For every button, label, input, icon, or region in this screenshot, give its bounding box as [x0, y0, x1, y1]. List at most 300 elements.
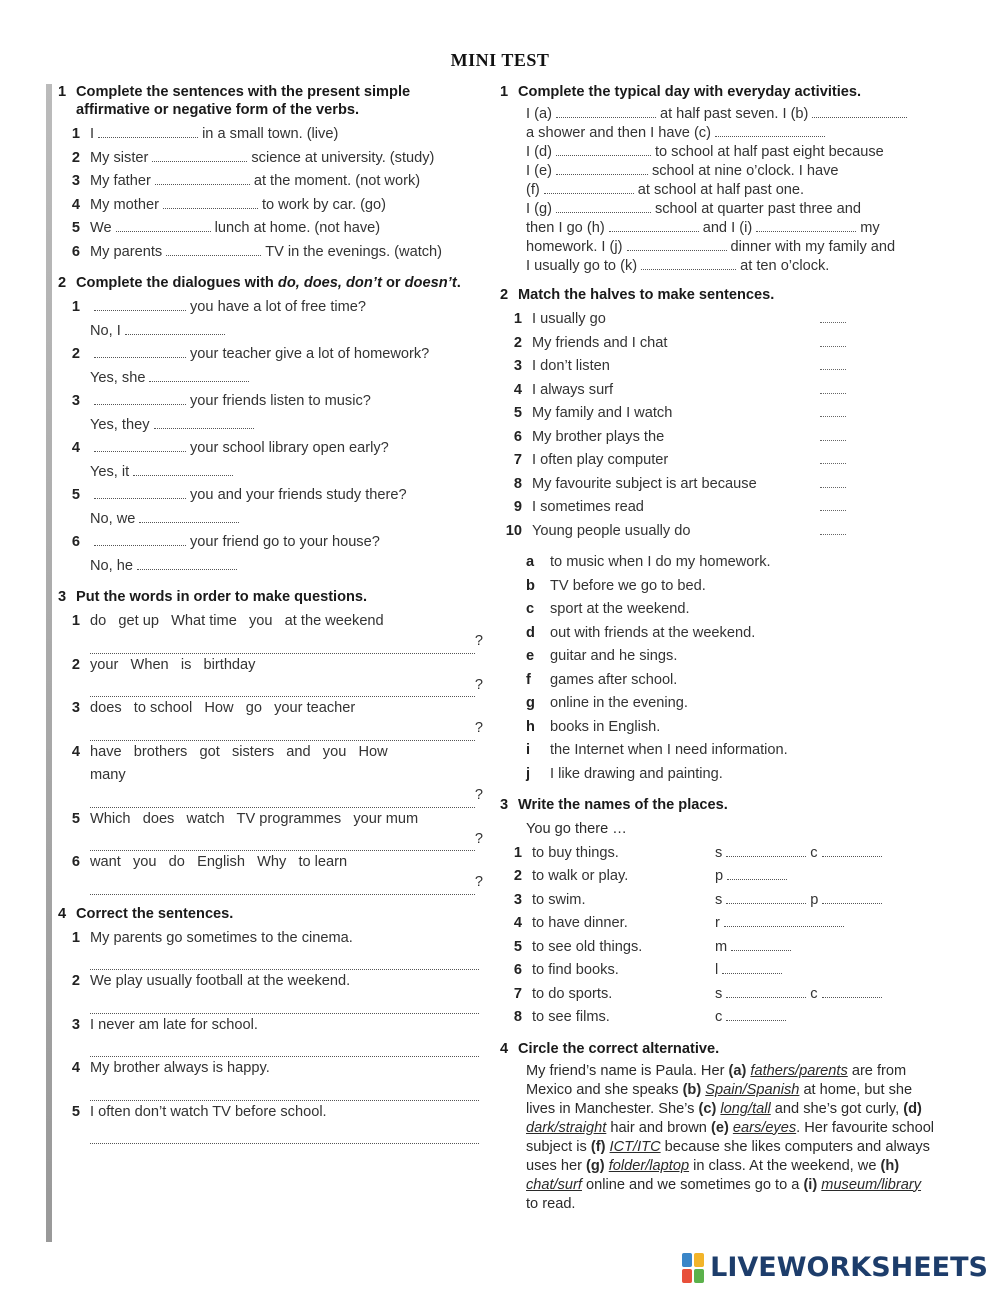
item-text: lunch at home. (not have) — [214, 220, 381, 236]
answer-blank[interactable] — [641, 257, 736, 270]
match-start — [500, 332, 846, 356]
answer-blank[interactable] — [133, 463, 233, 476]
item-number: 6 — [71, 854, 80, 870]
option-pair[interactable]: fathers/parents — [750, 1062, 848, 1079]
first-letter: r — [715, 915, 720, 931]
item-number: 2 — [513, 334, 522, 351]
answer-blank[interactable] — [155, 172, 250, 185]
item-letter: a — [526, 554, 535, 570]
exercise-item — [58, 147, 483, 171]
line-text: I usually go to (k) — [526, 258, 638, 274]
item-text: your friend go to your house? — [190, 534, 380, 550]
paragraph-line — [526, 219, 940, 238]
item-text: I usually go — [532, 311, 606, 327]
right-column — [500, 83, 940, 1214]
match-blank[interactable] — [820, 336, 846, 347]
column-divider — [46, 84, 52, 1242]
item-number: 5 — [513, 405, 522, 421]
item-text: does to school How go your teacher — [90, 700, 356, 716]
answer-blank[interactable] — [756, 219, 856, 232]
item-number: 4 — [513, 915, 522, 931]
item-number: 5 — [71, 810, 80, 827]
match-start — [500, 355, 846, 379]
dialogue-answer — [90, 508, 483, 532]
answer-line — [90, 788, 483, 808]
item-number: 6 — [71, 534, 80, 550]
option-pair[interactable]: ears/eyes — [732, 1119, 797, 1136]
match-blank[interactable] — [820, 312, 846, 323]
match-end — [500, 575, 940, 599]
answer-blank[interactable] — [556, 162, 648, 175]
answer-blank[interactable] — [812, 105, 907, 118]
scrambled-words — [58, 741, 483, 765]
answer-blank[interactable] — [726, 844, 806, 857]
item-text: My brother plays the — [532, 428, 665, 445]
item-number: 5 — [71, 1103, 80, 1120]
match-end — [500, 551, 940, 575]
item-text: to see films. — [532, 1009, 610, 1025]
section-heading: 3 Write the names of the places. — [500, 797, 728, 813]
paragraph-line — [526, 238, 940, 257]
item-number: 1 — [513, 311, 522, 327]
item-text: My friends and I chat — [532, 334, 668, 351]
answer-blank[interactable] — [125, 322, 225, 335]
dialogue-answer — [90, 414, 483, 438]
section-heading: 2 Match the halves to make sentences. — [500, 287, 775, 303]
answer-line — [90, 721, 483, 741]
item-text: I like drawing and painting. — [550, 765, 723, 782]
item-text: No, he — [90, 557, 133, 574]
place-item — [500, 865, 940, 889]
item-text: your When is birthday — [90, 656, 256, 673]
item-text: We — [90, 220, 112, 236]
exercise-item — [58, 170, 483, 194]
item-letter: f — [526, 671, 531, 688]
answer-blank[interactable] — [822, 891, 882, 904]
match-blank[interactable] — [820, 477, 846, 488]
line-text: I (d) — [526, 144, 552, 160]
item-text: I always surf — [532, 381, 614, 398]
answer-blank[interactable] — [90, 1044, 479, 1057]
paragraph-line — [526, 143, 940, 162]
match-blank[interactable] — [820, 359, 846, 370]
answer-blank[interactable] — [90, 1001, 479, 1014]
section-heading: 4 Correct the sentences. — [58, 905, 234, 922]
answer-line — [90, 1081, 479, 1101]
match-blank[interactable] — [820, 383, 846, 394]
item-text: online in the evening. — [550, 695, 688, 711]
exercise-item — [58, 123, 483, 147]
item-number: 4 — [513, 381, 522, 398]
line-text: to school at half past eight because — [654, 144, 884, 160]
place-answer — [715, 912, 848, 936]
item-text: do get up What time you at the weekend — [90, 613, 384, 629]
scrambled-words — [58, 851, 483, 875]
item-text: I don’t listen — [532, 358, 610, 374]
line-text: school at nine o’clock. I have — [651, 163, 839, 179]
item-text: Which does watch TV programmes your mum — [90, 810, 419, 827]
option-pair[interactable]: long/tall — [720, 1100, 771, 1117]
match-end — [500, 716, 940, 740]
section-heading: 4 Circle the correct alternative. — [500, 1040, 720, 1057]
item-letter: h — [526, 718, 535, 735]
section-heading: 2 Complete the dialogues with do, does, don’t or doesn’t. — [58, 275, 461, 291]
item-number: 4 — [71, 1060, 80, 1076]
match-end — [500, 692, 940, 716]
item-text: My mother — [90, 196, 159, 213]
answer-line — [90, 831, 483, 851]
item-text: your school library open early? — [190, 440, 389, 456]
item-text: My father — [90, 173, 151, 189]
dialogue-question — [58, 343, 483, 367]
item-text: Yes, she — [90, 369, 146, 386]
incorrect-sentence — [58, 1101, 483, 1125]
answer-blank[interactable] — [94, 533, 186, 546]
logo-square-icon — [682, 1269, 692, 1283]
item-text: My brother always is happy. — [90, 1060, 270, 1076]
item-text: the Internet when I need information. — [550, 742, 788, 758]
paragraph-line — [526, 124, 940, 143]
item-number: 3 — [71, 700, 80, 716]
item-number: 5 — [71, 487, 80, 503]
item-text: I often play computer — [532, 452, 669, 468]
item-number: 2 — [71, 346, 80, 362]
answer-blank[interactable] — [90, 641, 475, 654]
answer-blank[interactable] — [90, 882, 475, 895]
dialogue-question — [58, 531, 483, 555]
answer-line — [90, 1124, 479, 1144]
item-text: Young people usually do — [532, 522, 691, 539]
answer-blank[interactable] — [726, 1008, 786, 1021]
item-number: 9 — [513, 499, 522, 515]
item-text: No, we — [90, 510, 136, 527]
item-letter: i — [526, 742, 531, 758]
question-mark: ? — [474, 633, 483, 649]
item-number: 7 — [513, 985, 522, 1002]
answer-blank[interactable] — [154, 416, 254, 429]
item-number: 6 — [71, 243, 80, 260]
item-text: We play usually football at the weekend. — [90, 973, 351, 989]
item-number: 1 — [71, 299, 80, 315]
item-letter: g — [526, 695, 535, 711]
item-text: sport at the weekend. — [550, 601, 690, 617]
first-letter: l — [715, 962, 719, 978]
item-text: to have dinner. — [532, 915, 628, 931]
section-heading: 3 Put the words in order to make questions. — [58, 589, 368, 605]
item-text: I — [90, 126, 95, 142]
answer-blank[interactable] — [556, 143, 651, 156]
answer-blank[interactable] — [90, 838, 475, 851]
item-text: No, I — [90, 322, 121, 339]
item-text: your teacher give a lot of homework? — [190, 346, 430, 362]
line-text: school at quarter past three and — [654, 201, 862, 217]
answer-line — [90, 677, 483, 697]
first-letter: c — [810, 985, 818, 1002]
match-start — [500, 473, 846, 497]
paragraph-line — [526, 257, 940, 276]
places-intro: You go there … — [526, 821, 627, 837]
answer-blank[interactable] — [822, 985, 882, 998]
dialogue-answer — [90, 367, 483, 391]
item-text: Yes, it — [90, 463, 130, 480]
answer-blank[interactable] — [556, 105, 656, 118]
item-letter: d — [526, 624, 535, 641]
item-text: to work by car. (go) — [261, 196, 387, 213]
item-text: at the moment. (not work) — [253, 173, 421, 189]
incorrect-sentence — [58, 1057, 483, 1081]
line-text: homework. I (j) — [526, 239, 623, 255]
answer-blank[interactable] — [90, 957, 479, 970]
section-heading: 1 Complete the typical day with everyday activities. — [500, 84, 862, 100]
item-number: 6 — [513, 962, 522, 978]
scrambled-words — [90, 764, 483, 788]
match-blank[interactable] — [820, 453, 846, 464]
paragraph-line — [526, 200, 940, 219]
item-text: to buy things. — [532, 844, 619, 861]
match-end — [500, 763, 940, 787]
item-text: TV in the evenings. (watch) — [265, 243, 443, 260]
answer-line — [90, 994, 479, 1014]
item-text: want you do English Why to learn — [90, 854, 348, 870]
incorrect-sentence — [58, 1014, 483, 1038]
logo-square-icon — [694, 1253, 704, 1267]
item-letter: e — [526, 648, 535, 664]
match-start — [500, 520, 846, 544]
option-pair[interactable]: Spain/Spanish — [705, 1081, 800, 1098]
circle-paragraph: My friend’s name is Paula. Her (a) fathers/parents are from Mexico and she speaks (b) Spain/Spanish at home, but she lives in Manchester. She’s (c) long/tall and she’s got curly, (d) dark/straight hair and brown (e) ears/eyes. Her favourite school subject is (f) ICT/ITC because she likes computers and always uses her (g) folder/laptop in class. At the weekend, we (h) chat/surf online and we sometimes go to a (i) museum/library to read. — [526, 1062, 935, 1212]
match-start — [500, 379, 846, 403]
item-number: 2 — [513, 868, 522, 884]
answer-blank[interactable] — [727, 867, 787, 880]
item-text: My parents go sometimes to the cinema. — [90, 929, 353, 946]
answer-blank[interactable] — [166, 243, 261, 256]
answer-blank[interactable] — [139, 510, 239, 523]
match-end — [500, 645, 940, 669]
item-text: books in English. — [550, 718, 661, 735]
answer-blank[interactable] — [726, 985, 806, 998]
first-letter: s — [715, 891, 723, 908]
item-number: 3 — [513, 891, 522, 908]
item-text: guitar and he sings. — [550, 648, 678, 664]
dialogue-answer — [90, 555, 483, 579]
answer-line — [90, 950, 479, 970]
answer-blank[interactable] — [726, 891, 806, 904]
item-number: 5 — [513, 938, 522, 955]
place-item — [500, 983, 940, 1007]
first-letter: s — [715, 844, 723, 861]
answer-blank[interactable] — [94, 486, 186, 499]
line-text: and I (i) — [702, 220, 753, 236]
question-mark: ? — [474, 874, 483, 890]
place-item — [500, 936, 940, 960]
answer-blank[interactable] — [90, 795, 475, 808]
item-number: 10 — [505, 522, 522, 539]
line-text: I (g) — [526, 201, 552, 217]
match-blank[interactable] — [820, 430, 846, 441]
item-number: 1 — [71, 929, 80, 946]
place-answer — [715, 959, 786, 983]
place-item — [500, 959, 940, 983]
question-mark: ? — [474, 830, 483, 847]
item-text: your friends listen to music? — [190, 393, 371, 409]
match-end — [500, 739, 940, 763]
item-number: 2 — [71, 973, 80, 989]
answer-blank[interactable] — [149, 369, 249, 382]
answer-blank[interactable] — [94, 439, 186, 452]
match-end — [500, 622, 940, 646]
item-number: 6 — [513, 428, 522, 445]
item-text: I often don’t watch TV before school. — [90, 1103, 327, 1120]
line-text: then I go (h) — [526, 220, 605, 236]
scrambled-words — [58, 697, 483, 721]
item-text: to walk or play. — [532, 868, 629, 884]
paragraph-line — [526, 162, 940, 181]
option-pair[interactable]: dark/straight — [526, 1119, 607, 1136]
match-blank[interactable] — [820, 500, 846, 511]
match-start — [500, 402, 846, 426]
answer-blank[interactable] — [731, 938, 791, 951]
answer-blank[interactable] — [94, 298, 186, 311]
paragraph-line — [526, 181, 940, 200]
place-answer — [715, 936, 795, 960]
match-blank[interactable] — [820, 524, 846, 535]
answer-blank[interactable] — [822, 844, 882, 857]
item-text: I sometimes read — [532, 499, 644, 515]
option-pair[interactable]: folder/laptop — [608, 1157, 690, 1174]
answer-blank[interactable] — [544, 181, 634, 194]
answer-blank[interactable] — [94, 392, 186, 405]
item-number: 8 — [513, 1009, 522, 1025]
first-letter: c — [810, 844, 818, 861]
answer-blank[interactable] — [90, 684, 475, 697]
first-letter: c — [715, 1009, 723, 1025]
paragraph-line — [526, 105, 940, 124]
question-mark: ? — [474, 787, 483, 803]
match-blank[interactable] — [820, 406, 846, 417]
item-number: 2 — [71, 656, 80, 673]
dialogue-answer — [90, 461, 483, 485]
first-letter: m — [715, 938, 728, 955]
exercise-item — [58, 217, 483, 241]
answer-blank[interactable] — [722, 961, 782, 974]
item-number: 8 — [513, 475, 522, 492]
dialogue-question — [58, 296, 483, 320]
dialogue-question — [58, 390, 483, 414]
page-title: MINI TEST — [450, 50, 550, 70]
answer-blank[interactable] — [90, 1131, 479, 1144]
item-number: 4 — [71, 440, 80, 456]
item-number: 4 — [71, 196, 80, 213]
scrambled-words — [58, 808, 483, 832]
dialogue-answer — [90, 320, 483, 344]
item-text: My parents — [90, 243, 163, 260]
item-number: 1 — [513, 844, 522, 861]
answer-blank[interactable] — [627, 238, 727, 251]
question-mark: ? — [474, 720, 483, 736]
answer-blank[interactable] — [94, 345, 186, 358]
place-answer — [715, 842, 886, 866]
item-text: have brothers got sisters and you How — [90, 743, 388, 760]
item-text: to do sports. — [532, 985, 613, 1002]
answer-line — [90, 875, 483, 895]
option-pair[interactable]: ICT/ITC — [609, 1138, 661, 1155]
left-column — [58, 83, 483, 1144]
answer-blank[interactable] — [90, 728, 475, 741]
answer-blank[interactable] — [556, 200, 651, 213]
answer-line — [90, 634, 483, 654]
answer-line — [90, 1037, 479, 1057]
exercise-item — [58, 241, 483, 265]
item-text: games after school. — [550, 671, 678, 688]
item-text: you have a lot of free time? — [190, 299, 367, 315]
item-number: 1 — [71, 126, 80, 142]
incorrect-sentence — [58, 970, 483, 994]
dialogue-question — [58, 437, 483, 461]
item-text: science at university. (study) — [251, 149, 435, 166]
answer-blank[interactable] — [137, 557, 237, 570]
logo-square-icon — [694, 1269, 704, 1283]
line-text: dinner with my family and — [730, 239, 896, 255]
item-text: to see old things. — [532, 938, 643, 955]
scrambled-words — [58, 654, 483, 678]
answer-blank[interactable] — [98, 125, 198, 138]
item-number: 3 — [71, 173, 80, 189]
item-number: 1 — [71, 613, 80, 629]
item-text: in a small town. (live) — [202, 126, 339, 142]
line-text: at school at half past one. — [637, 182, 805, 198]
answer-blank[interactable] — [116, 219, 211, 232]
place-item — [500, 1006, 940, 1030]
item-letter: j — [526, 765, 531, 782]
place-answer — [715, 889, 886, 913]
line-text: my — [860, 220, 880, 236]
line-text: at half past seven. I (b) — [659, 106, 809, 122]
item-number: 3 — [71, 1016, 80, 1033]
answer-blank[interactable] — [609, 219, 699, 232]
match-start — [500, 308, 846, 332]
answer-blank[interactable] — [152, 149, 247, 162]
logo-text: LIVEWORKSHEETS — [710, 1252, 988, 1283]
match-start — [500, 449, 846, 473]
question-mark: ? — [474, 676, 483, 693]
liveworksheets-logo — [682, 1252, 988, 1283]
item-text: I never am late for school. — [90, 1016, 258, 1033]
item-number: 5 — [71, 220, 80, 236]
item-text: TV before we go to bed. — [550, 577, 706, 594]
answer-blank[interactable] — [90, 1088, 479, 1101]
place-item — [500, 889, 940, 913]
place-answer — [715, 865, 791, 889]
item-number: 7 — [513, 452, 522, 468]
item-number: 2 — [71, 149, 80, 166]
answer-blank[interactable] — [724, 914, 844, 927]
option-pair[interactable]: chat/surf — [526, 1176, 582, 1193]
place-item — [500, 842, 940, 866]
scrambled-words — [58, 610, 483, 634]
item-text: many — [90, 767, 126, 783]
item-text: Yes, they — [90, 416, 150, 433]
line-text: I (e) — [526, 163, 552, 179]
line-text: a shower and then I have (c) — [526, 125, 711, 141]
item-number: 3 — [513, 358, 522, 374]
first-letter: s — [715, 985, 723, 1002]
item-text: to music when I do my homework. — [550, 554, 771, 570]
first-letter: p — [810, 891, 819, 908]
line-text: at ten o’clock. — [740, 258, 830, 274]
answer-blank[interactable] — [163, 196, 258, 209]
option-pair[interactable]: museum/library — [821, 1176, 922, 1193]
answer-blank[interactable] — [715, 124, 825, 137]
